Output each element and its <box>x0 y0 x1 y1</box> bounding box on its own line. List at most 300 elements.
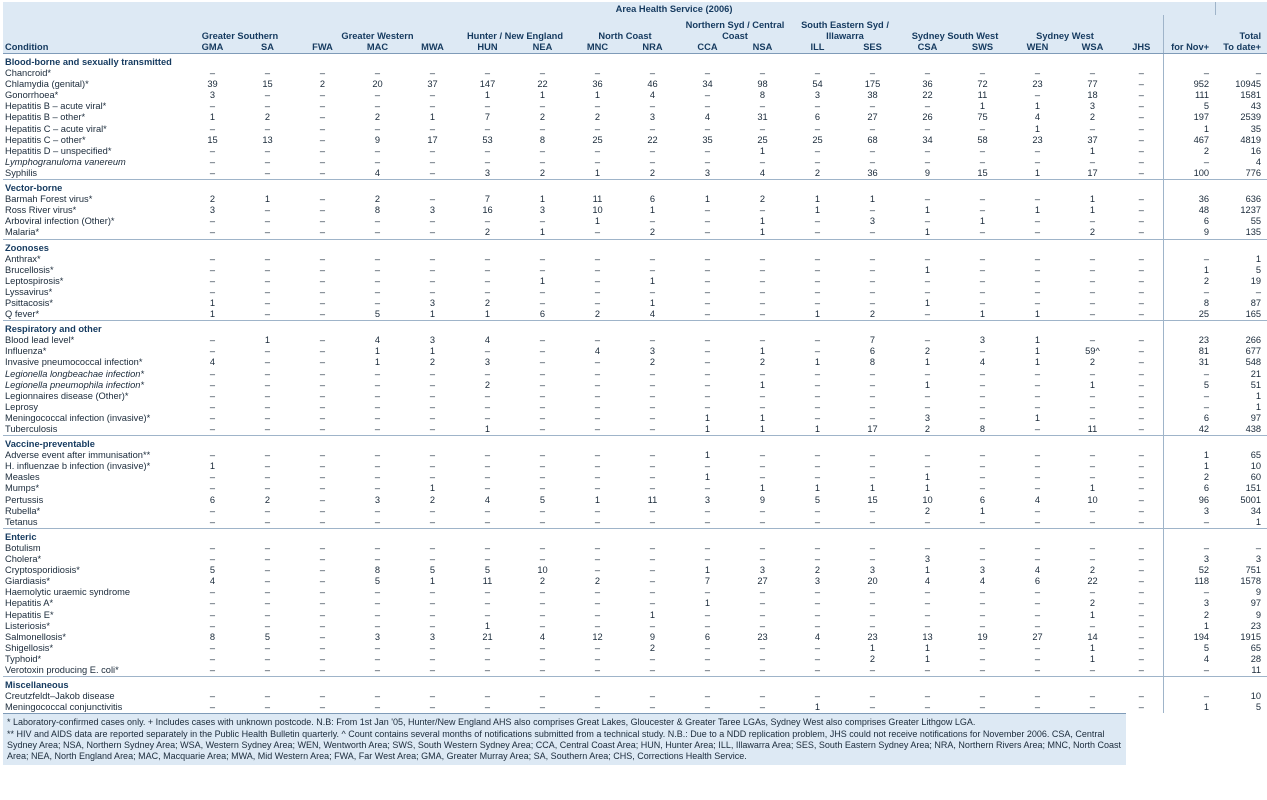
count-cell: – <box>539 461 546 472</box>
count-cell: – <box>374 424 381 434</box>
count-cell: – <box>869 123 876 134</box>
total-cell: – <box>1163 543 1215 554</box>
count-cell: – <box>814 145 821 156</box>
total-cell: 776 <box>1245 167 1262 178</box>
count-cell: – <box>759 505 766 516</box>
count-cell: – <box>704 297 711 308</box>
count-cell: – <box>594 461 601 472</box>
count-cell: – <box>484 642 491 653</box>
total-cell: 4 <box>1255 156 1262 167</box>
count-cell: 3 <box>704 494 711 505</box>
total-cell: – <box>1255 68 1262 79</box>
count-cell: 36 <box>592 79 603 90</box>
count-cell: 59^ <box>1085 346 1100 357</box>
count-cell: 1 <box>759 227 766 238</box>
count-cell: – <box>209 227 216 238</box>
total-cell: – <box>1163 287 1215 298</box>
table-row <box>3 254 1267 265</box>
condition-name: Syphilis <box>5 167 38 178</box>
count-cell: – <box>869 620 876 631</box>
count-cell: – <box>484 516 491 527</box>
count-cell: – <box>1034 253 1041 264</box>
count-cell: – <box>704 587 711 598</box>
count-cell: 31 <box>757 112 768 123</box>
count-cell: – <box>814 379 821 390</box>
count-cell: – <box>1034 450 1041 461</box>
count-cell: – <box>704 123 711 134</box>
count-cell: – <box>704 145 711 156</box>
count-cell: 1 <box>704 598 711 609</box>
count-cell: – <box>649 401 656 412</box>
count-cell: – <box>209 264 216 275</box>
count-cell: – <box>319 112 326 123</box>
count-cell: – <box>649 156 656 167</box>
section-title: Respiratory and other <box>3 321 1163 336</box>
count-cell: – <box>924 609 931 620</box>
count-cell: – <box>1138 461 1144 472</box>
count-cell: – <box>1089 702 1096 713</box>
count-cell: – <box>429 167 436 178</box>
count-cell: 1 <box>209 309 216 320</box>
count-cell: – <box>869 412 876 423</box>
count-cell: – <box>374 227 381 238</box>
column-header-ill: ILL <box>790 41 845 54</box>
condition-name: Hepatitis D – unspecified* <box>5 145 112 156</box>
count-cell: – <box>264 609 271 620</box>
count-cell: – <box>1034 554 1041 565</box>
count-cell: – <box>539 379 546 390</box>
jhs-group-spacer <box>1120 15 1163 41</box>
total-cell: 6 <box>1163 483 1215 494</box>
count-cell: – <box>814 653 821 664</box>
count-cell: – <box>319 90 326 101</box>
count-cell: 9 <box>374 134 381 145</box>
count-cell: – <box>209 412 216 423</box>
condition-name-text: Legionella longbeachae infection* <box>5 368 145 379</box>
count-cell: – <box>1138 450 1144 461</box>
count-cell: – <box>1138 112 1144 123</box>
count-cell: 3 <box>429 297 436 308</box>
count-cell: – <box>649 461 656 472</box>
total-cell: 36 <box>1163 194 1215 205</box>
count-cell: – <box>319 664 326 675</box>
total-cell: 3 <box>1163 598 1215 609</box>
count-cell: – <box>429 275 436 286</box>
count-cell: – <box>319 194 326 205</box>
table-row <box>3 216 1267 227</box>
count-cell: 1 <box>704 424 711 434</box>
count-cell: – <box>649 565 656 576</box>
count-cell: – <box>649 472 656 483</box>
count-cell: 11 <box>977 90 988 101</box>
total-cell: 1 <box>1163 450 1215 461</box>
count-cell: – <box>869 554 876 565</box>
total-cell: 266 <box>1245 335 1262 346</box>
count-cell: 2 <box>374 194 381 205</box>
total-cell: 1581 <box>1240 90 1262 101</box>
table-row <box>3 90 1267 101</box>
count-cell: – <box>979 390 986 401</box>
count-cell: – <box>704 653 711 664</box>
count-cell: – <box>869 461 876 472</box>
count-cell: – <box>924 123 931 134</box>
count-cell: – <box>1089 505 1096 516</box>
count-cell: – <box>704 68 711 79</box>
count-cell: 1 <box>759 145 766 156</box>
total-cell: 3 <box>1163 506 1215 517</box>
total-cell: – <box>1163 369 1215 380</box>
count-cell: – <box>869 516 876 527</box>
count-cell: – <box>759 461 766 472</box>
table-row <box>3 576 1267 587</box>
count-cell: 2 <box>429 494 436 505</box>
count-cell: – <box>1034 609 1041 620</box>
count-cell: – <box>264 346 271 357</box>
count-cell: – <box>814 554 821 565</box>
count-cell: – <box>924 101 931 112</box>
count-cell: – <box>429 461 436 472</box>
count-cell: 4 <box>814 631 821 642</box>
count-cell: 4 <box>649 309 656 320</box>
count-cell: – <box>1138 472 1144 483</box>
count-cell: – <box>814 68 821 79</box>
count-cell: – <box>759 123 766 134</box>
condition-name <box>3 380 185 391</box>
total-cell: 42 <box>1163 424 1215 436</box>
count-cell: 2 <box>594 576 601 587</box>
count-cell: – <box>1034 642 1041 653</box>
count-cell: – <box>1138 368 1144 379</box>
count-cell: – <box>649 483 656 494</box>
count-cell: – <box>759 264 766 275</box>
count-cell: – <box>979 483 986 494</box>
count-cell: – <box>539 401 546 412</box>
count-cell: – <box>704 357 711 368</box>
count-cell: 1 <box>264 194 271 205</box>
count-cell: 6 <box>649 194 656 205</box>
count-cell: 2 <box>484 379 491 390</box>
condition-name: Adverse event after immunisation** <box>5 450 151 461</box>
count-cell: – <box>704 227 711 238</box>
count-cell: – <box>374 101 381 112</box>
count-cell: 1 <box>1034 123 1041 134</box>
count-cell: – <box>594 505 601 516</box>
count-cell: – <box>924 702 931 713</box>
table-row <box>3 112 1267 123</box>
condition-name: Chancroid* <box>5 68 51 79</box>
count-cell: – <box>264 123 271 134</box>
count-cell: 1 <box>594 167 601 178</box>
total-cell: 19 <box>1250 275 1262 286</box>
count-cell: 1 <box>979 309 986 320</box>
count-cell: – <box>594 554 601 565</box>
count-cell: – <box>814 216 821 227</box>
count-cell: – <box>1138 576 1144 587</box>
count-cell: – <box>264 642 271 653</box>
count-cell: 1 <box>649 205 656 216</box>
count-cell: – <box>1138 609 1144 620</box>
count-cell: 7 <box>484 194 491 205</box>
count-cell: – <box>1034 297 1041 308</box>
count-cell: – <box>374 642 381 653</box>
count-cell: – <box>1138 554 1144 565</box>
count-cell: – <box>759 101 766 112</box>
count-cell: – <box>539 357 546 368</box>
table-row <box>3 450 1267 461</box>
count-cell: – <box>484 653 491 664</box>
count-cell: – <box>1034 424 1041 434</box>
count-cell: – <box>869 253 876 264</box>
count-cell: 4 <box>704 112 711 123</box>
count-cell: – <box>649 335 656 346</box>
count-cell: 1 <box>264 335 271 346</box>
count-cell: – <box>594 587 601 598</box>
count-cell: – <box>704 554 711 565</box>
count-cell: – <box>484 401 491 412</box>
count-cell: – <box>539 505 546 516</box>
condition-name: Blood lead level* <box>5 335 75 346</box>
count-cell: – <box>924 461 931 472</box>
count-cell: – <box>1034 216 1041 227</box>
count-cell: 1 <box>649 609 656 620</box>
count-cell: – <box>649 368 656 379</box>
count-cell: 1 <box>649 275 656 286</box>
count-cell: – <box>209 653 216 664</box>
table-row <box>3 265 1267 276</box>
count-cell: – <box>484 505 491 516</box>
count-cell: – <box>759 297 766 308</box>
count-cell: – <box>374 702 381 713</box>
count-cell: – <box>814 461 821 472</box>
count-cell: – <box>1034 390 1041 401</box>
count-cell: – <box>979 461 986 472</box>
count-cell: – <box>979 401 986 412</box>
count-cell: – <box>869 264 876 275</box>
count-cell: – <box>594 145 601 156</box>
condition-name-text: Lymphogranuloma vanereum <box>5 156 126 167</box>
count-cell: – <box>209 587 216 598</box>
count-cell: – <box>979 68 986 79</box>
condition-name: Mumps* <box>5 483 40 494</box>
count-cell: – <box>1138 642 1144 653</box>
count-cell: – <box>539 620 546 631</box>
count-cell: – <box>539 609 546 620</box>
count-cell: 1 <box>649 297 656 308</box>
count-cell: 6 <box>1034 576 1041 587</box>
condition-name: Gonorrhoea* <box>5 90 59 101</box>
count-cell: 75 <box>977 112 988 123</box>
count-cell: – <box>429 101 436 112</box>
count-cell: – <box>1089 554 1096 565</box>
count-cell: 1 <box>429 483 436 494</box>
count-cell: – <box>374 505 381 516</box>
count-cell: – <box>484 123 491 134</box>
count-cell: – <box>704 516 711 527</box>
footnotes <box>3 713 1126 765</box>
count-cell: – <box>209 335 216 346</box>
count-cell: – <box>1089 516 1096 527</box>
count-cell: – <box>1089 275 1096 286</box>
count-cell: – <box>814 227 821 238</box>
total-cell: 2539 <box>1240 112 1262 123</box>
count-cell: – <box>979 275 986 286</box>
count-cell: – <box>649 390 656 401</box>
count-cell: – <box>1138 90 1144 101</box>
count-cell: – <box>814 620 821 631</box>
count-cell: 1 <box>924 472 931 483</box>
count-cell: – <box>539 297 546 308</box>
count-cell: – <box>319 412 326 423</box>
table-row <box>3 157 1267 168</box>
table-row <box>3 335 1267 346</box>
count-cell: – <box>1138 587 1144 598</box>
count-cell: – <box>594 702 601 713</box>
condition-name: Pertussis <box>5 494 44 505</box>
count-cell: 4 <box>1034 112 1041 123</box>
count-cell: – <box>759 450 766 461</box>
count-cell: – <box>539 123 546 134</box>
total-cell: 28 <box>1250 653 1262 664</box>
count-cell: – <box>649 576 656 587</box>
table-row <box>3 369 1267 380</box>
condition-name: Legionnaires disease (Other)* <box>5 390 129 401</box>
count-cell: – <box>319 505 326 516</box>
count-cell: – <box>209 609 216 620</box>
count-cell: – <box>924 68 931 79</box>
column-header-csa: CSA <box>900 41 955 54</box>
count-cell: – <box>209 379 216 390</box>
count-cell: – <box>979 123 986 134</box>
count-cell: – <box>374 156 381 167</box>
count-cell: – <box>264 554 271 565</box>
count-cell: – <box>1034 286 1041 297</box>
count-cell: – <box>814 264 821 275</box>
count-cell: – <box>429 194 436 205</box>
table-row <box>3 565 1267 576</box>
count-cell: – <box>209 554 216 565</box>
count-cell: – <box>539 145 546 156</box>
count-cell: – <box>704 483 711 494</box>
count-cell: – <box>1034 145 1041 156</box>
count-cell: 4 <box>979 357 986 368</box>
count-cell: 4 <box>209 357 216 368</box>
count-cell: 4 <box>484 335 491 346</box>
count-cell: – <box>924 450 931 461</box>
count-cell: – <box>704 542 711 553</box>
count-cell: – <box>1034 542 1041 553</box>
total-cell: 23 <box>1250 620 1262 631</box>
count-cell: – <box>429 516 436 527</box>
count-cell: – <box>484 390 491 401</box>
count-cell: – <box>484 472 491 483</box>
condition-name: Q fever* <box>5 309 40 320</box>
count-cell: – <box>264 227 271 238</box>
count-cell: 1 <box>814 309 821 320</box>
count-cell: – <box>649 68 656 79</box>
count-cell: – <box>814 401 821 412</box>
count-cell: 3 <box>649 346 656 357</box>
section-title: Vector-borne <box>3 180 1163 195</box>
count-cell: – <box>594 450 601 461</box>
count-cell: – <box>429 412 436 423</box>
count-cell: 11 <box>482 576 493 587</box>
count-cell: – <box>594 565 601 576</box>
total-cell: 5 <box>1255 702 1262 713</box>
table-row <box>3 517 1267 529</box>
count-cell: – <box>539 412 546 423</box>
count-cell: 2 <box>649 357 656 368</box>
count-cell: – <box>264 702 271 713</box>
count-cell: 3 <box>979 335 986 346</box>
count-cell: – <box>1089 587 1096 598</box>
count-cell: – <box>924 368 931 379</box>
count-cell: 1 <box>759 216 766 227</box>
total-cell: 6 <box>1163 216 1215 227</box>
section-title: Zoonoses <box>3 239 1163 254</box>
count-cell: 17 <box>427 134 438 145</box>
count-cell: 10 <box>537 565 548 576</box>
group-header: South Eastern Syd / Illawarra <box>790 15 900 41</box>
condition-name: Haemolytic uraemic syndrome <box>5 587 131 598</box>
count-cell: – <box>319 346 326 357</box>
count-cell: – <box>869 68 876 79</box>
count-cell: 39 <box>207 79 218 90</box>
count-cell: 2 <box>209 194 216 205</box>
count-cell: 2 <box>319 79 326 90</box>
count-cell: – <box>979 516 986 527</box>
count-cell: – <box>1089 368 1096 379</box>
condition-name: Hepatitis B – other* <box>5 112 86 123</box>
total-cell: – <box>1163 402 1215 413</box>
count-cell: – <box>209 101 216 112</box>
count-cell: 8 <box>979 424 986 434</box>
count-cell: – <box>924 401 931 412</box>
count-cell: – <box>484 156 491 167</box>
section-header-row <box>3 677 1267 692</box>
group-header: Greater Southern <box>185 15 295 41</box>
count-cell: – <box>759 554 766 565</box>
count-cell: 25 <box>812 134 823 145</box>
total-cell: – <box>1163 157 1215 168</box>
count-cell: – <box>759 401 766 412</box>
count-cell: – <box>1138 346 1144 357</box>
count-cell: – <box>1138 542 1144 553</box>
count-cell: 2 <box>649 642 656 653</box>
count-cell: – <box>594 691 601 702</box>
count-cell: – <box>539 335 546 346</box>
count-cell: – <box>539 424 546 434</box>
column-header-ses: SES <box>845 41 900 54</box>
count-cell: – <box>924 156 931 167</box>
count-cell: 7 <box>704 576 711 587</box>
section-header-row <box>3 528 1267 543</box>
condition-name <box>3 157 185 168</box>
table-row <box>3 276 1267 287</box>
table-row <box>3 194 1267 205</box>
count-cell: – <box>979 286 986 297</box>
count-cell: – <box>209 620 216 631</box>
count-cell: – <box>374 368 381 379</box>
count-cell: – <box>649 101 656 112</box>
count-cell: 2 <box>1089 565 1096 576</box>
count-cell: – <box>484 702 491 713</box>
count-cell: – <box>319 167 326 178</box>
count-cell: 1 <box>704 472 711 483</box>
count-cell: – <box>924 664 931 675</box>
count-cell: – <box>209 346 216 357</box>
count-cell: – <box>264 90 271 101</box>
total-cell: 1 <box>1255 401 1262 412</box>
